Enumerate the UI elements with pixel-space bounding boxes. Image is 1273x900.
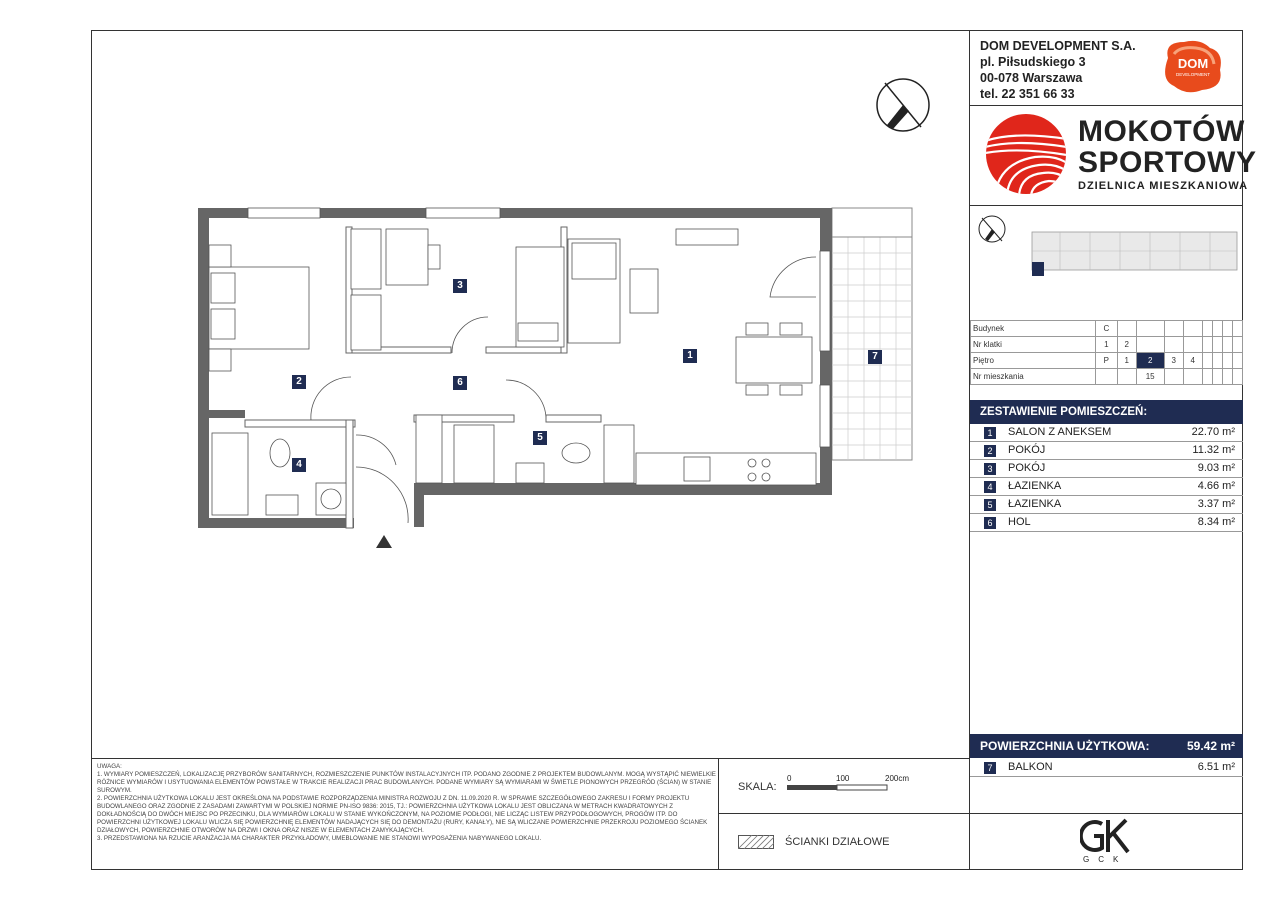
room-name: BALKON [1008, 761, 1053, 773]
company-info [980, 38, 1136, 102]
room-area: 22.70 m² [1191, 426, 1235, 438]
floor-label: Piętro [971, 353, 1096, 369]
company-name: DOM DEVELOPMENT S.A. [980, 39, 1136, 53]
room-number: 5 [984, 499, 996, 511]
room-name: POKÓJ [1008, 462, 1046, 474]
project-title-line2: SPORTOWY [1078, 146, 1257, 179]
room-name: SALON Z ANEKSEM [1008, 426, 1112, 438]
plan-label-room: 7 [868, 350, 882, 364]
plan-label-room: 6 [453, 376, 467, 390]
room-number: 1 [984, 427, 996, 439]
room-name: POKÓJ [1008, 444, 1046, 456]
company-street: pl. Piłsudskiego 3 [980, 55, 1086, 69]
staircase-option-2: 2 [1117, 337, 1136, 353]
room-area: 8.34 m² [1197, 516, 1235, 528]
room-area: 4.66 m² [1197, 480, 1235, 492]
room-area: 11.32 m² [1192, 444, 1235, 456]
plan-label-room: 2 [292, 375, 306, 389]
building-label: Budynek [971, 321, 1096, 337]
balcony-row [970, 759, 1243, 777]
room-row [970, 460, 1243, 478]
floor-option-2-selected: 2 [1136, 353, 1164, 369]
floor-option-4: 4 [1183, 353, 1202, 369]
room-number: 6 [984, 517, 996, 529]
scale-tick: 0 [787, 774, 792, 783]
notes-title: UWAGA: [97, 763, 122, 770]
room-row [970, 442, 1243, 460]
notes-block [97, 763, 717, 843]
floor-option-p: P [1096, 353, 1118, 369]
room-name: ŁAZIENKA [1008, 480, 1062, 492]
apartment-value: 15 [1136, 369, 1164, 385]
apartment-label: Nr mieszkania [971, 369, 1096, 385]
total-area-value: 59.42 m² [1186, 739, 1235, 753]
room-row [970, 424, 1243, 442]
floor-option-1: 1 [1117, 353, 1136, 369]
project-subtitle: DZIELNICA MIESZKANIOWA [1078, 180, 1249, 192]
company-phone: tel. 22 351 66 33 [980, 87, 1075, 101]
project-title-line1: MOKOTÓW [1078, 115, 1245, 148]
room-name: HOL [1008, 516, 1031, 528]
plan-label-room: 5 [533, 431, 547, 445]
gck-architect-logo [1080, 818, 1132, 854]
brand-divider [969, 205, 1243, 206]
dom-development-logo [1160, 38, 1226, 94]
building-value: C [1096, 321, 1118, 337]
total-area-bar [970, 734, 1243, 758]
note-item: 2. POWIERZCHNIA UŻYTKOWA LOKALU JEST OKREŚLONA NA PODSTAWIE ROZPORZĄDZENIA MINISTRA ROZWOJU Z DN. 11.09.2020 R. W SPRAWIE SZCZEGÓŁOWEGO ZAKRESU I FORMY PROJEKTU BUDOWLANEGO ORAZ ZGODNIE Z ZASADAMI ZAWARTYMI W POLSKIEJ NORMIE PN-ISO 9836: 2015, TJ.: POWIERZCHNIA UŻYTKOWA LOKALU JEST OBLICZANA W METRACH KWADRATOWYCH Z DOKŁADNOŚCIĄ DO DWÓCH MIEJSC PO PRZECINKU, DLA WYMIARÓW LOKALU W STANIE WYKOŃCZONYM, NA POZIOMIE PODŁOGI, NIE LICZĄC LISTEW PRZYPODŁOGOWYCH, PROGÓW ITP. DO POWIERZCHNI UŻYTKOWEJ LOKALU WLICZA SIĘ POWIERZCHNIĘ ELEMENTÓW NADAJĄCYCH SIĘ DO DEMONTAŻU (RURY, KANAŁY), NIE SĄ WLICZANE POWIERZCHNIE PRZEKROJU POZIOMEGO ŚCIANEK DZIAŁOWYCH, POWIERZCHNIE OTWORÓW NA DRZWI I OKNA ORAZ NISZE W ELEMENTACH ZAMYKAJĄCYCH. [97, 795, 708, 834]
compass-icon [875, 77, 931, 133]
scale-tick: 100 [836, 774, 850, 783]
dom-logo-text: DOM [1177, 56, 1209, 71]
staircase-label: Nr klatki [971, 337, 1096, 353]
plan-label-room: 4 [292, 458, 306, 472]
partition-wall-legend-icon [738, 835, 774, 849]
notes-divider [718, 758, 719, 870]
scale-divider [718, 813, 969, 814]
room-number: 7 [984, 762, 996, 774]
room-area: 9.03 m² [1197, 462, 1235, 474]
gck-subtitle: GCK [1083, 855, 1128, 864]
legend-label: ŚCIANKI DZIAŁOWE [785, 836, 890, 848]
room-number: 2 [984, 445, 996, 457]
mokotow-sportowy-logo [985, 113, 1067, 195]
room-name: ŁAZIENKA [1008, 498, 1062, 510]
scale-bar [786, 784, 888, 792]
header-divider [969, 105, 1243, 106]
building-keyplan [1030, 226, 1242, 282]
room-number: 4 [984, 481, 996, 493]
staircase-option-1: 1 [1096, 337, 1118, 353]
project-title [1078, 116, 1256, 178]
apartment-meta-table [970, 320, 1243, 385]
scale-tick: 200cm [885, 774, 910, 783]
keyplan-compass-icon [977, 214, 1007, 244]
note-item: 1. WYMIARY POMIESZCZEŃ, LOKALIZACJĘ PRZYBORÓW SANITARNYCH, ROZMIESZCZENIE PUNKTÓW INSTALACYJNYCH ITP. PODANO ZGODNIE Z PROJEKTEM BUDOWLANYM. MOGĄ WYSTĄPIĆ NIEWIELKIE RÓŻNICE WYMIARÓW I USYTUOWANIA ELEMENTÓW POWSTAŁE W TRAKCIE REALIZACJI PRAC BUDOWLANYCH. PODANE WYMIARY SĄ WYMIARAMI W ŚWIETLE PIONOWYCH PRZEGRÓD (ŚCIAN) W STANIE SUROWYM. [97, 771, 716, 794]
room-row [970, 514, 1243, 532]
bottom-divider [91, 758, 969, 759]
gck-divider [969, 813, 1243, 814]
floor-option-3: 3 [1164, 353, 1183, 369]
note-item: 3. PRZEDSTAWIONA NA RZUCIE ARANŻACJA MA CHARAKTER PRZYKŁADOWY, UMEBLOWANIE NIE STANOWI WYPOSAŻENIA NABYWANEGO LOKALU. [97, 835, 542, 842]
company-city: 00-078 Warszawa [980, 71, 1083, 85]
dom-logo-subtext: DEVELOPMENT [1175, 72, 1211, 77]
room-row [970, 478, 1243, 496]
room-row [970, 496, 1243, 514]
balcony-area [832, 208, 912, 460]
plan-label-room: 3 [453, 279, 467, 293]
total-area-label: POWIERZCHNIA UŻYTKOWA: [980, 739, 1150, 753]
room-number: 3 [984, 463, 996, 475]
room-area: 3.37 m² [1197, 498, 1235, 510]
rooms-header: ZESTAWIENIE POMIESZCZEŃ: [970, 400, 1243, 424]
room-area: 6.51 m² [1197, 761, 1235, 773]
plan-label-room: 1 [683, 349, 697, 363]
scale-label: SKALA: [738, 781, 777, 793]
